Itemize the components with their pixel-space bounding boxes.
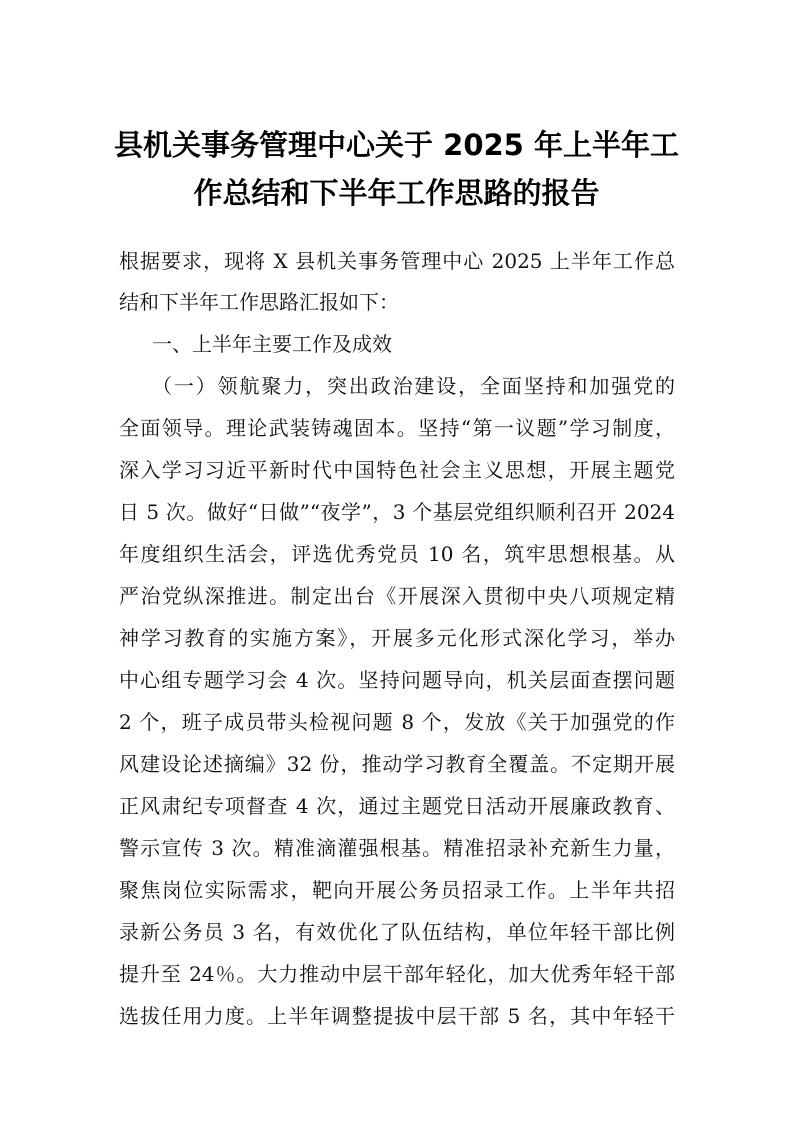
paragraph-line: 正风肃纪专项督查 4 次，通过主题党日活动开展廉政教育、 xyxy=(119,794,675,818)
document-title-line-1: 县机关事务管理中心关于 2025 年上半年工 xyxy=(114,128,679,162)
paragraph-line: 年度组织生活会，评选优秀党员 10 名，筑牢思想根基。从 xyxy=(119,542,675,566)
paragraph-line: 神学习教育的实施方案》，开展多元化形式深化学习，举办 xyxy=(119,626,675,650)
intro-line-1: 根据要求，现将 X 县机关事务管理中心 2025 上半年工作总 xyxy=(119,249,675,273)
paragraph-line: 2 个，班子成员带头检视问题 8 个，发放《关于加强党的作 xyxy=(119,710,675,734)
paragraph-line: 风建设论述摘编》32 份，推动学习教育全覆盖。不定期开展 xyxy=(119,752,675,776)
paragraph-line: 录新公务员 3 名，有效优化了队伍结构，单位年轻干部比例 xyxy=(119,920,675,944)
paragraph-line: 深入学习习近平新时代中国特色社会主义思想，开展主题党 xyxy=(119,458,675,482)
paragraph-line: 聚焦岗位实际需求，靶向开展公务员招录工作。上半年共招 xyxy=(119,878,675,902)
paragraph-line: （一）领航聚力，突出政治建设，全面坚持和加强党的 xyxy=(152,374,675,398)
paragraph-line: 提升至 24％。大力推动中层干部年轻化，加大优秀年轻干部 xyxy=(119,962,675,986)
paragraph-line: 全面领导。理论武装铸魂固本。坚持“第一议题”学习制度， xyxy=(119,416,675,440)
section-heading: 一、上半年主要工作及成效 xyxy=(152,332,392,356)
paragraph-line: 中心组专题学习会 4 次。坚持问题导向，机关层面查摆问题 xyxy=(119,668,675,692)
paragraph-line: 严治党纵深推进。制定出台《开展深入贯彻中央八项规定精 xyxy=(119,584,675,608)
paragraph-line: 警示宣传 3 次。精准滴灌强根基。精准招录补充新生力量， xyxy=(119,836,675,860)
paragraph-line: 日 5 次。做好“日做”“夜学”，3 个基层党组织顺利召开 2024 xyxy=(119,500,675,524)
paragraph-line: 选拔任用力度。上半年调整提拔中层干部 5 名，其中年轻干 xyxy=(119,1004,675,1028)
document-title-line-2: 作总结和下半年工作思路的报告 xyxy=(193,176,600,210)
intro-line-2: 结和下半年工作思路汇报如下： xyxy=(119,290,399,314)
